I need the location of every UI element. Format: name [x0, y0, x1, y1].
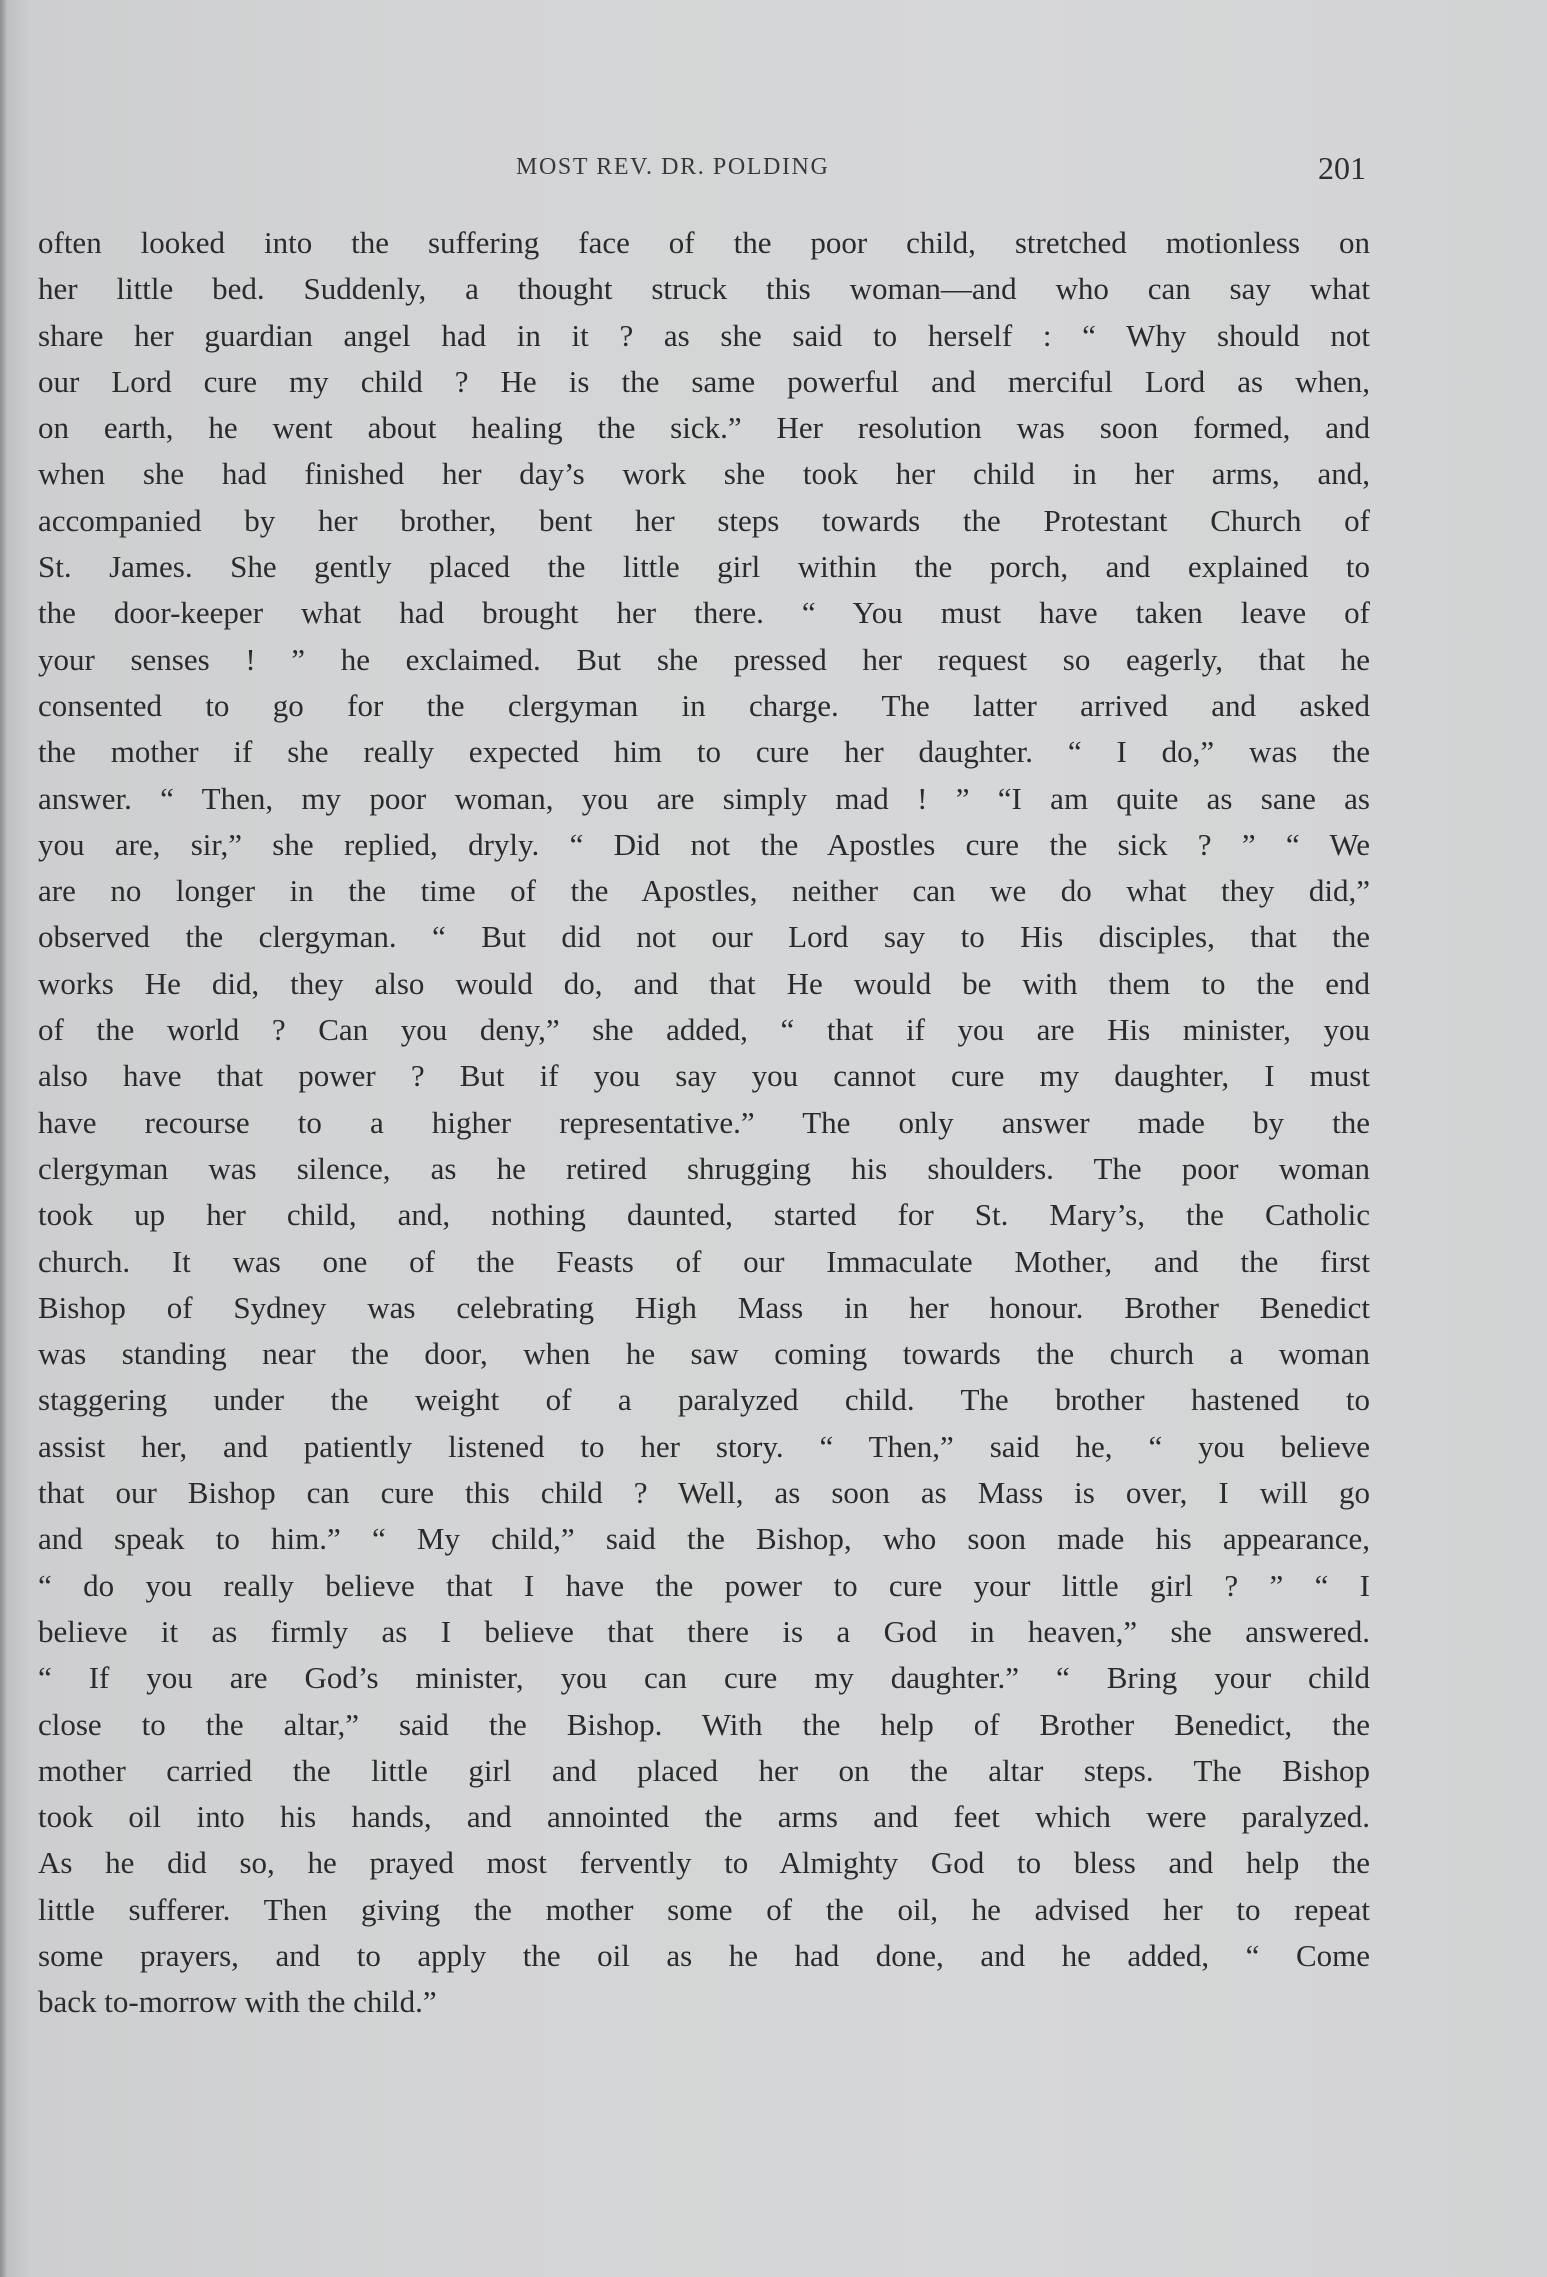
body-text — [38, 220, 1370, 2026]
text-line: back to-morrow with the child.” — [38, 1984, 437, 2020]
text-line: clergyman was silence, as he retired shrugging his shoulders. The poor woman — [38, 1150, 1370, 1186]
text-line: are no longer in the time of the Apostles, neither can we do what they did,” — [38, 873, 1370, 909]
text-line: little sufferer. Then giving the mother some of the oil, he advised her to repeat — [38, 1891, 1370, 1927]
text-line: have recourse to a higher representative.” The only answer made by the — [38, 1104, 1370, 1140]
text-line: staggering under the weight of a paralyzed child. The brother hastened to — [38, 1382, 1370, 1418]
page-gutter-edge — [0, 0, 6, 2277]
text-line: observed the clergyman. “ But did not our Lord say to His disciples, that the — [38, 919, 1370, 955]
page-number: 201 — [1318, 150, 1366, 186]
text-line: church. It was one of the Feasts of our Immaculate Mother, and the first — [38, 1243, 1370, 1279]
text-line: and speak to him.” “ My child,” said the Bishop, who soon made his appearance, — [38, 1521, 1370, 1557]
text-line: the door-keeper what had brought her there. “ You must have taken leave of — [38, 595, 1370, 631]
running-head: MOST REV. DR. POLDING — [516, 154, 830, 180]
text-line: Bishop of Sydney was celebrating High Mass in her honour. Brother Benedict — [38, 1289, 1370, 1325]
text-line: “ do you really believe that I have the power to cure your little girl ? ” “ I — [38, 1567, 1370, 1603]
text-line: consented to go for the clergyman in charge. The latter arrived and asked — [38, 687, 1370, 723]
text-line: assist her, and patiently listened to her story. “ Then,” said he, “ you believe — [38, 1428, 1370, 1464]
text-line: when she had finished her day’s work she took her child in her arms, and, — [38, 456, 1370, 492]
text-line: believe it as firmly as I believe that there is a God in heaven,” she answered. — [38, 1613, 1370, 1649]
text-line: “ If you are God’s minister, you can cure my daughter.” “ Bring your child — [38, 1660, 1370, 1696]
text-line: your senses ! ” he exclaimed. But she pressed her request so eagerly, that he — [38, 641, 1370, 677]
text-line: some prayers, and to apply the oil as he had done, and he added, “ Come — [38, 1937, 1370, 1973]
text-line: our Lord cure my child ? He is the same powerful and merciful Lord as when, — [38, 363, 1370, 399]
text-line: also have that power ? But if you say you cannot cure my daughter, I must — [38, 1058, 1370, 1094]
text-line: took oil into his hands, and annointed the arms and feet which were paralyzed. — [38, 1799, 1370, 1835]
text-line: was standing near the door, when he saw coming towards the church a woman — [38, 1336, 1370, 1372]
text-line: mother carried the little girl and placed her on the altar steps. The Bishop — [38, 1752, 1370, 1788]
text-line: of the world ? Can you deny,” she added, “ that if you are His minister, you — [38, 1012, 1370, 1048]
text-line: works He did, they also would do, and that He would be with them to the end — [38, 965, 1370, 1001]
text-line: that our Bishop can cure this child ? Well, as soon as Mass is over, I will go — [38, 1475, 1370, 1511]
text-line: St. James. She gently placed the little girl within the porch, and explained to — [38, 549, 1370, 585]
text-line: on earth, he went about healing the sick.” Her resolution was soon formed, and — [38, 410, 1370, 446]
text-line: accompanied by her brother, bent her steps towards the Protestant Church of — [38, 502, 1370, 538]
text-line: answer. “ Then, my poor woman, you are simply mad ! ” “I am quite as sane as — [38, 780, 1370, 816]
text-line: close to the altar,” said the Bishop. With the help of Brother Benedict, the — [38, 1706, 1370, 1742]
text-line: took up her child, and, nothing daunted, started for St. Mary’s, the Catholic — [38, 1197, 1370, 1233]
text-line: the mother if she really expected him to cure her daughter. “ I do,” was the — [38, 734, 1370, 770]
text-line: share her guardian angel had in it ? as she said to herself : “ Why should not — [38, 317, 1370, 353]
text-line: often looked into the suffering face of the poor child, stretched motionless on — [38, 225, 1370, 260]
text-line: her little bed. Suddenly, a thought struck this woman—and who can say what — [38, 271, 1370, 307]
text-line: you are, sir,” she replied, dryly. “ Did not the Apostles cure the sick ? ” “ We — [38, 826, 1370, 862]
text-line: As he did so, he prayed most fervently to Almighty God to bless and help the — [38, 1845, 1370, 1881]
